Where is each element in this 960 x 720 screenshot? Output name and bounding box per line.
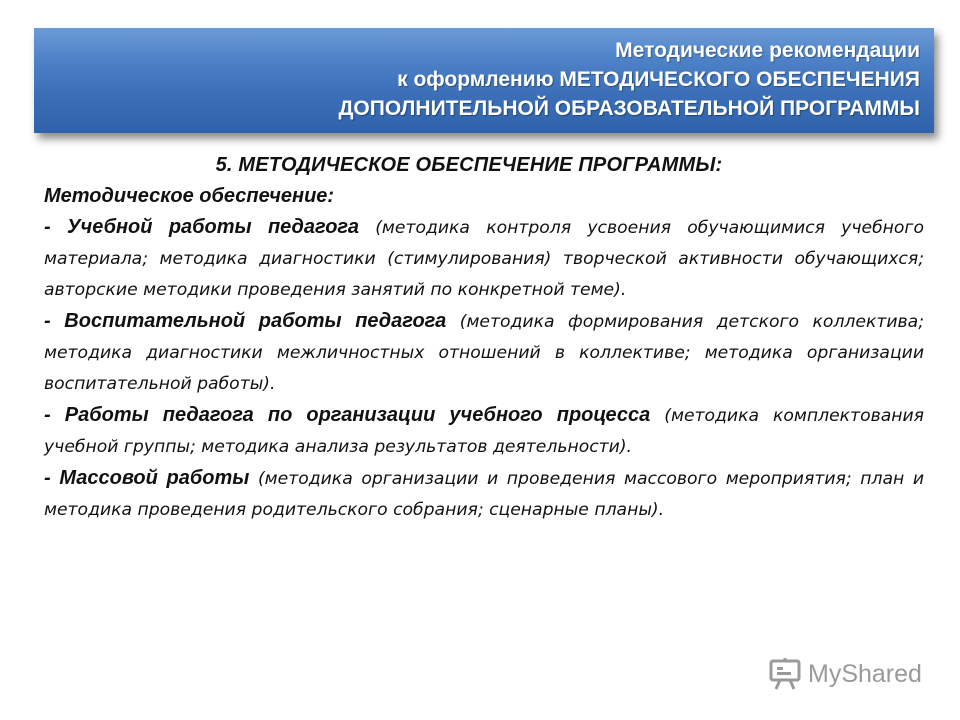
presentation-board-icon	[768, 657, 802, 691]
item-text: (методика комплектования учебной группы; методика анализа результатов деятельности).	[44, 406, 924, 457]
item-text: (методика организации и проведения массового мероприятия; план и методика проведения родительского собрания; сценарные планы).	[44, 469, 924, 520]
item-lead: - Работы педагога по организации учебного процесса	[44, 404, 651, 426]
list-item	[44, 212, 924, 306]
watermark	[768, 654, 928, 694]
item-lead: - Массовой работы	[44, 467, 250, 489]
item-text: (методика контроля усвоения обучающимися учебного материала; методика диагностики (стимулирования) творческой активности обучающихся; авторские методики проведения занятий по конкретной теме).	[44, 218, 924, 300]
item-text: (методика формирования детского коллектива; методика диагностики межличностных отношений в коллективе; методика организации воспитательной работы).	[44, 312, 925, 394]
list-item	[44, 306, 924, 400]
banner-line-1: Методические рекомендации	[615, 39, 920, 62]
section-content	[44, 150, 924, 526]
list-item	[44, 463, 924, 526]
list-item	[44, 400, 924, 463]
title-banner	[34, 28, 934, 133]
item-lead: - Воспитательной работы педагога	[44, 310, 447, 332]
section-heading: 5. МЕТОДИЧЕСКОЕ ОБЕСПЕЧЕНИЕ ПРОГРАММЫ:	[215, 154, 723, 176]
banner-line-3: ДОПОЛНИТЕЛЬНОЙ ОБРАЗОВАТЕЛЬНОЙ ПРОГРАММЫ	[338, 97, 920, 120]
section-subheading: Методическое обеспечение:	[44, 185, 335, 207]
item-lead: - Учебной работы педагога	[44, 216, 359, 238]
watermark-text: MyShared	[808, 659, 922, 688]
banner-line-2: к оформлению МЕТОДИЧЕСКОГО ОБЕСПЕЧЕНИЯ	[397, 68, 920, 91]
